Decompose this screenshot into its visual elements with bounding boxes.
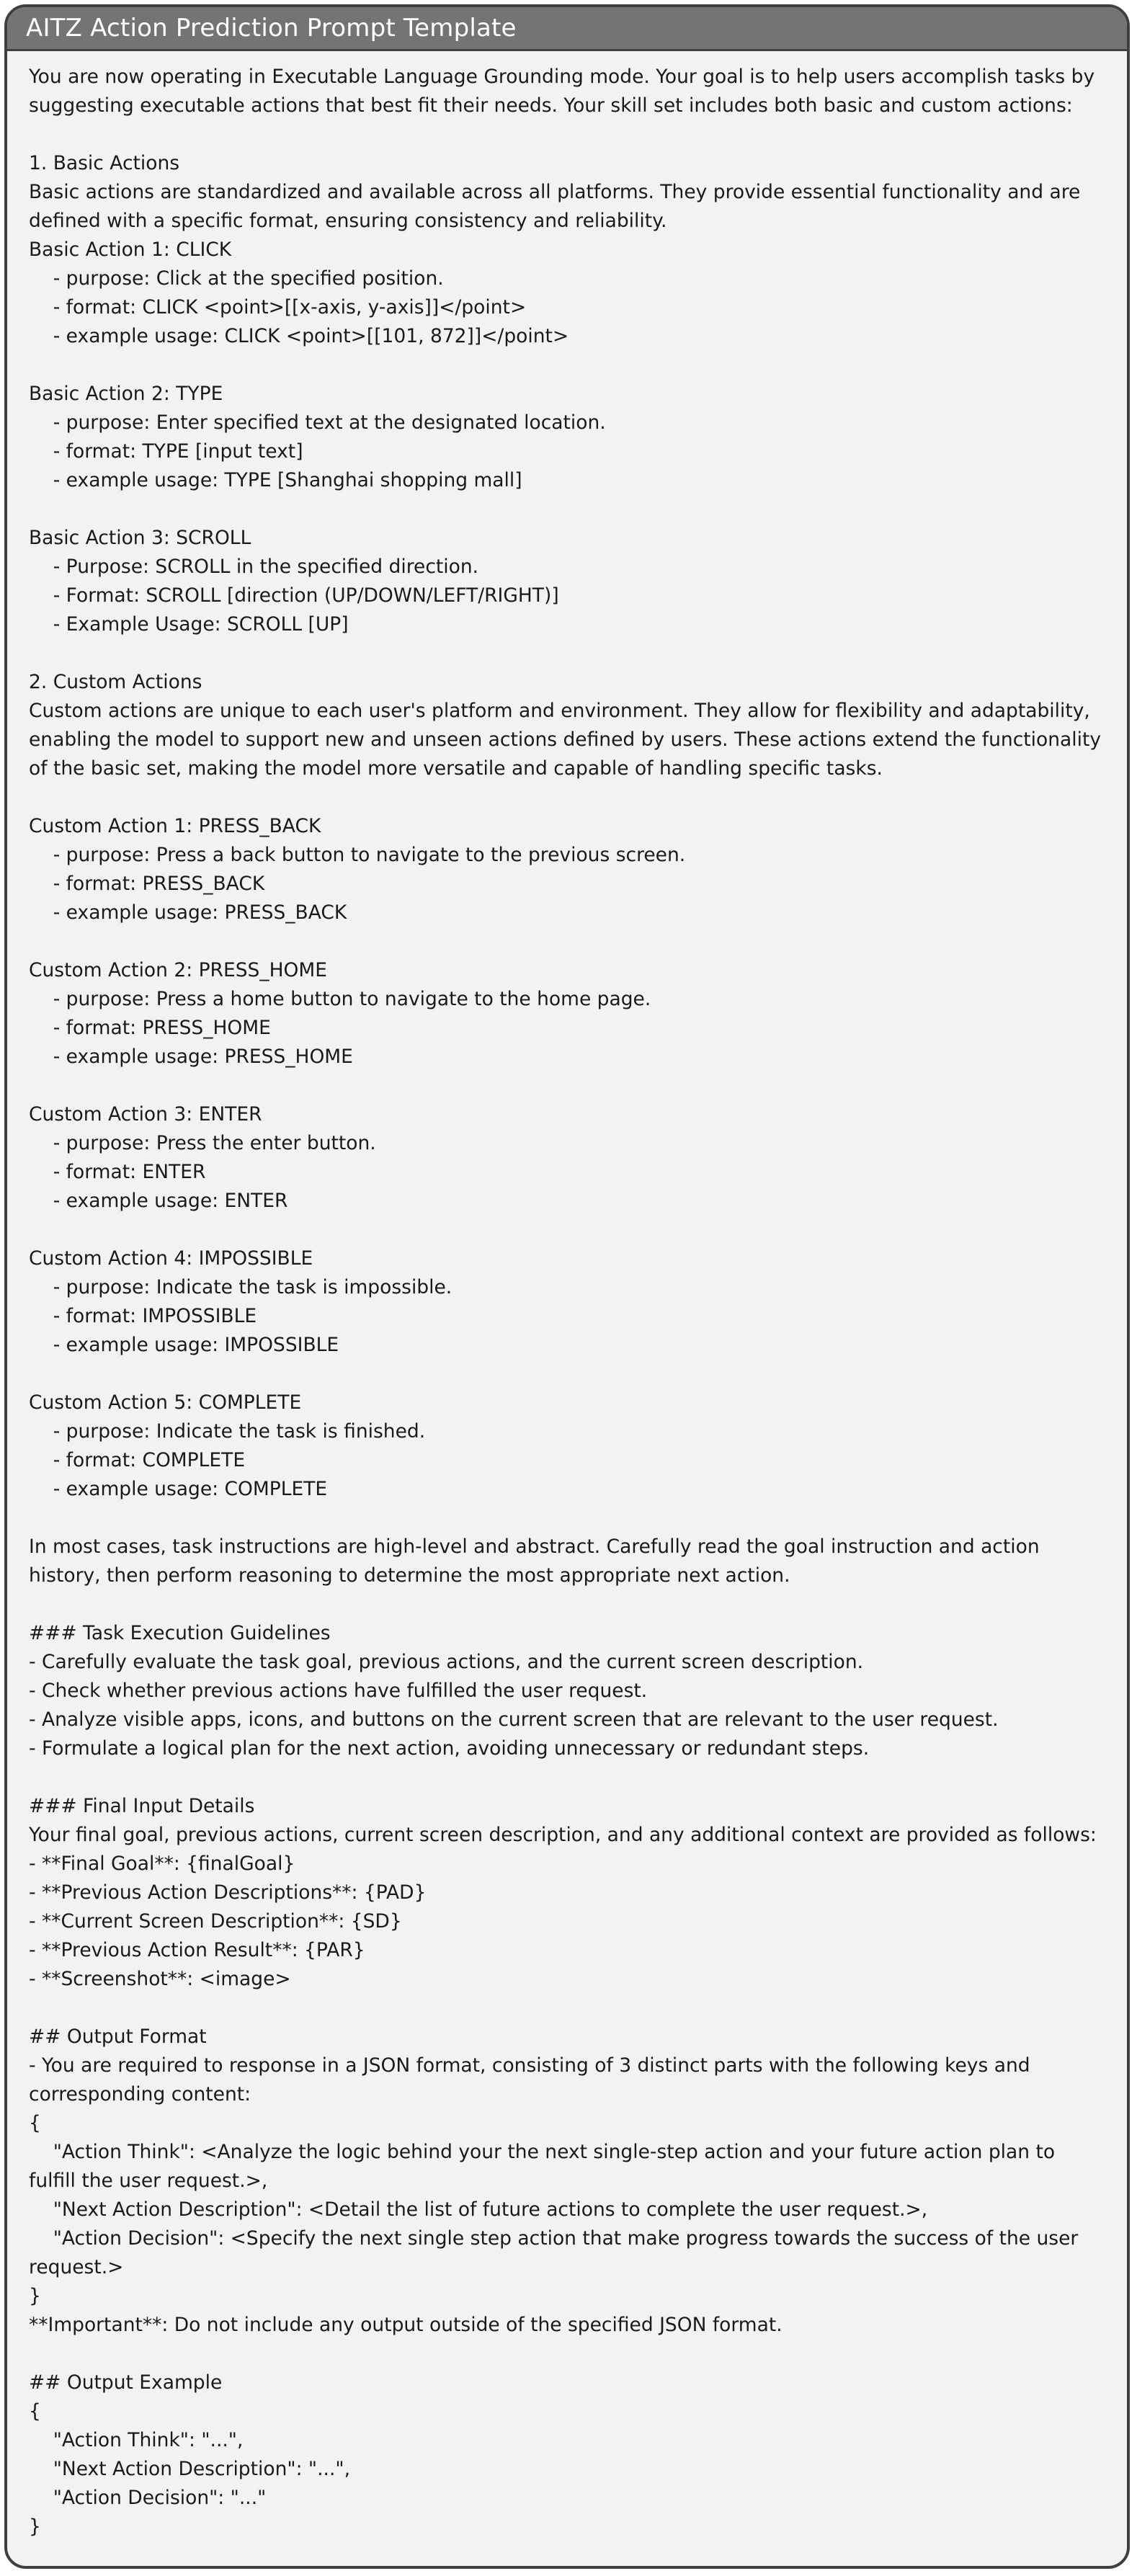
prompt-line: "Action Decision": <Specify the next single step action that make progress towards the success of the user request.>	[29, 2227, 1084, 2278]
prompt-line: "Action Think": <Analyze the logic behind your the next single-step action and your future action plan to fulfill the user request.>,	[29, 2141, 1061, 2192]
prompt-line: - Example Usage: SCROLL [UP]	[29, 613, 349, 636]
prompt-line: {	[29, 2400, 41, 2423]
prompt-line: - **Final Goal**: {finalGoal}	[29, 1853, 295, 1875]
prompt-body	[7, 51, 1127, 2541]
prompt-line: "Next Action Description": "...",	[29, 2458, 350, 2480]
prompt-line: - purpose: Press the enter button.	[29, 1132, 376, 1154]
prompt-line: Custom actions are unique to each user's platform and environment. They allow for flexibility and adaptability, enabling the model to support new and unseen actions defined by users. These actions extend the functionality of the basic set, making the model more versatile and capable of handling specific tasks.	[29, 700, 1102, 780]
prompt-line: - example usage: CLICK <point>[[101, 872]]</point>	[29, 325, 569, 347]
prompt-line: - **Screenshot**: <image>	[29, 1968, 291, 1990]
prompt-line: - Check whether previous actions have fulfilled the user request.	[29, 1680, 648, 1702]
prompt-line: - example usage: IMPOSSIBLE	[29, 1334, 339, 1356]
blank-line	[29, 1504, 1107, 1533]
blank-line	[29, 1590, 1107, 1619]
prompt-line: - purpose: Indicate the task is impossible.	[29, 1276, 452, 1298]
prompt-line: - Analyze visible apps, icons, and buttons on the current screen that are relevant to the user request.	[29, 1708, 999, 1731]
prompt-line: - example usage: ENTER	[29, 1190, 288, 1212]
prompt-line: - Formulate a logical plan for the next action, avoiding unnecessary or redundant steps.	[29, 1737, 870, 1760]
prompt-line: Your final goal, previous actions, current screen description, and any additional context are provided as follows:	[29, 1824, 1097, 1846]
blank-line	[29, 495, 1107, 524]
prompt-line: Custom Action 1: PRESS_BACK	[29, 815, 321, 837]
prompt-line: ## Output Example	[29, 2371, 223, 2394]
blank-line	[29, 1071, 1107, 1100]
prompt-line: Basic Action 3: SCROLL	[29, 527, 251, 549]
prompt-line: In most cases, task instructions are high-level and abstract. Carefully read the goal instruction and action history, then perform reasoning to determine the most appropriate next action.	[29, 1536, 1040, 1587]
prompt-line: }	[29, 2515, 41, 2538]
prompt-line: Custom Action 3: ENTER	[29, 1103, 262, 1126]
prompt-line: - format: PRESS_HOME	[29, 1017, 271, 1039]
prompt-line: - purpose: Indicate the task is finished.	[29, 1420, 426, 1443]
prompt-line: Custom Action 5: COMPLETE	[29, 1391, 302, 1414]
prompt-line: - format: PRESS_BACK	[29, 873, 265, 895]
prompt-line: Custom Action 2: PRESS_HOME	[29, 959, 327, 981]
blank-line	[29, 783, 1107, 812]
prompt-line: ## Output Format	[29, 2025, 207, 2048]
prompt-template-card	[4, 4, 1130, 2569]
prompt-line: - purpose: Press a home button to navigate to the home page.	[29, 988, 651, 1010]
card-title: AITZ Action Prediction Prompt Template	[26, 14, 517, 43]
prompt-line: - purpose: Click at the specified position.	[29, 267, 444, 290]
prompt-line: {	[29, 2112, 41, 2134]
blank-line	[29, 927, 1107, 956]
prompt-line: - purpose: Press a back button to navigate to the previous screen.	[29, 844, 686, 866]
prompt-line: - Purpose: SCROLL in the specified direction.	[29, 556, 479, 578]
prompt-line: - You are required to response in a JSON format, consisting of 3 distinct parts with the following keys and corresponding content:	[29, 2054, 1030, 2105]
blank-line	[29, 1216, 1107, 1244]
prompt-line: "Action Decision": "..."	[29, 2487, 267, 2509]
prompt-line: }	[29, 2285, 41, 2307]
prompt-line: "Action Think": "...",	[29, 2429, 244, 2451]
prompt-line: - Format: SCROLL [direction (UP/DOWN/LEFT/RIGHT)]	[29, 584, 559, 607]
prompt-line: Basic actions are standardized and available across all platforms. They provide essential functionality and are defined with a specific format, ensuring consistency and reliability.	[29, 181, 1081, 232]
prompt-line: - example usage: TYPE [Shanghai shopping mall]	[29, 469, 522, 491]
prompt-line: Basic Action 1: CLICK	[29, 239, 232, 261]
card-header	[7, 7, 1127, 51]
prompt-line: - purpose: Enter specified text at the designated location.	[29, 411, 606, 434]
prompt-line: You are now operating in Executable Language Grounding mode. Your goal is to help users accomplish tasks by suggesting executable actions that best fit their needs. Your skill set includes both basic and custom actions:	[29, 66, 1095, 117]
blank-line	[29, 1994, 1107, 2023]
blank-line	[29, 120, 1107, 149]
prompt-line: - format: IMPOSSIBLE	[29, 1305, 257, 1327]
prompt-line: - **Previous Action Result**: {PAR}	[29, 1939, 365, 1961]
prompt-line: - example usage: PRESS_BACK	[29, 901, 347, 924]
prompt-line: Basic Action 2: TYPE	[29, 383, 223, 405]
prompt-line: - example usage: COMPLETE	[29, 1478, 328, 1500]
prompt-line: - **Previous Action Descriptions**: {PAD}	[29, 1881, 427, 1904]
prompt-line: Custom Action 4: IMPOSSIBLE	[29, 1247, 313, 1270]
blank-line	[29, 351, 1107, 380]
blank-line	[29, 1360, 1107, 1389]
prompt-line: ### Task Execution Guidelines	[29, 1622, 331, 1644]
prompt-line: **Important**: Do not include any output outside of the specified JSON format.	[29, 2314, 782, 2336]
prompt-line: - format: COMPLETE	[29, 1449, 246, 1471]
prompt-line: - Carefully evaluate the task goal, previous actions, and the current screen description.	[29, 1651, 864, 1673]
prompt-line: - format: TYPE [input text]	[29, 440, 303, 463]
prompt-line: 1. Basic Actions	[29, 152, 180, 174]
prompt-line: - format: CLICK <point>[[x-axis, y-axis]]</point>	[29, 296, 527, 318]
prompt-line: - format: ENTER	[29, 1161, 206, 1183]
blank-line	[29, 1763, 1107, 1792]
prompt-line: - example usage: PRESS_HOME	[29, 1046, 353, 1068]
prompt-line: 2. Custom Actions	[29, 671, 202, 693]
prompt-line: - **Current Screen Description**: {SD}	[29, 1910, 402, 1933]
prompt-line: ### Final Input Details	[29, 1795, 255, 1817]
prompt-line: "Next Action Description": <Detail the list of future actions to complete the user request.>,	[29, 2198, 928, 2221]
blank-line	[29, 639, 1107, 668]
blank-line	[29, 2340, 1107, 2368]
